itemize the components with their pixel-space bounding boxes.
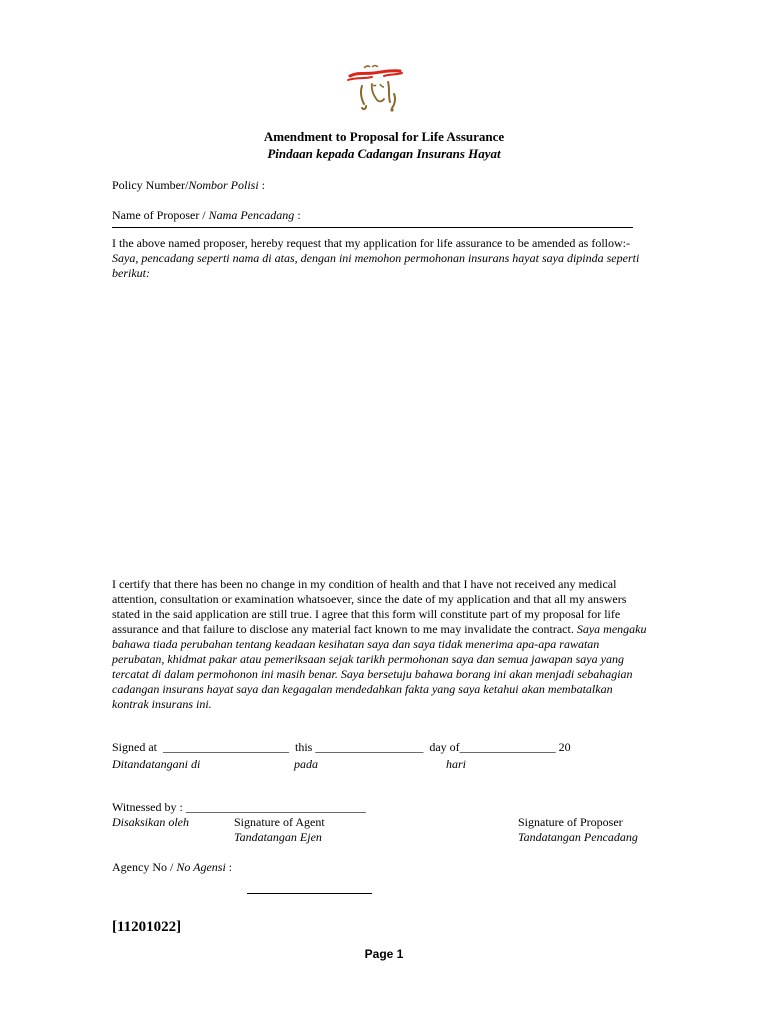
proposer-name-colon: :: [294, 208, 301, 222]
document-title: Amendment to Proposal for Life Assurance: [263, 129, 505, 144]
proposer-name-field[interactable]: [112, 208, 301, 223]
amendment-request-text: I the above named proposer, hereby request that my application for life assurance to be amended as follow:-: [112, 236, 630, 250]
agent-signature-label: Signature of Agent: [234, 815, 325, 829]
witness-field[interactable]: Witnessed by : ______________________________: [112, 800, 366, 814]
agency-number-label-malay: No Agensi: [176, 860, 226, 874]
proposer-signature-label: Signature of Proposer: [518, 815, 623, 829]
signed-at-label-malay: Ditandatangani di: [112, 757, 201, 771]
agent-signature-label-malay: Tandatangan Ejen: [234, 830, 322, 844]
amendment-request-text-malay: Saya, pencadang seperti nama di atas, dengan ini memohon permohonan insurans hayat saya dipinda seperti berikut:: [112, 251, 640, 280]
date-label-malay: pada: [294, 757, 318, 771]
certification-text-malay: Saya mengaku bahawa tiada perubahan tentang keadaan kesihatan saya dan saya tidak menerima apa-apa rawatan perubatan, khidmat pakar atau pemeriksaan sejak tarikh permohonan saya dan semua jawapan saya yang tercatat di dalam permohonon ini masih benar. Saya bersetuju bahawa borang ini akan menjadi sebahagian cadangan insurans hayat saya dan kegagalan mendedahkan fakta yang saya ketahui akan membatalkan kontrak insurans ini.: [112, 622, 647, 711]
policy-number-label-malay: Nombor Polisi: [188, 178, 259, 192]
agency-number-colon: :: [225, 860, 233, 874]
proposer-name-label: Name of Proposer /: [112, 208, 209, 222]
form-code: [11201022]: [112, 919, 182, 935]
certification-paragraph: [112, 577, 652, 712]
agency-number-label: Agency No /: [112, 860, 177, 874]
policy-number-field[interactable]: [112, 178, 265, 193]
insurer-logo: [344, 64, 410, 114]
agency-number-field[interactable]: [112, 860, 232, 875]
day-label-malay: hari: [446, 757, 467, 771]
document-title-malay: Pindaan kepada Cadangan Insurans Hayat: [267, 146, 501, 161]
page-number: Page 1: [364, 947, 404, 961]
certification-text: I certify that there has been no change in my condition of health and that I have not received any medical attention, consultation or examination whatsoever, since the date of my application and that all my answers stated in the said application are still true. I agree that this form will constitute part of my proposal for life assurance and that failure to disclose any material fact known to me may invalidate the contract.: [112, 577, 627, 636]
policy-number-label: Policy Number/: [112, 178, 189, 192]
signing-details-line[interactable]: Signed at _____________________ this __________________ day of________________ 20: [112, 740, 571, 754]
proposer-signature-label-malay: Tandatangan Pencadang: [518, 830, 638, 844]
policy-number-colon: :: [258, 178, 266, 192]
proposer-name-underline: [112, 227, 633, 228]
witness-label-malay: Disaksikan oleh: [112, 815, 189, 829]
proposer-name-label-malay: Nama Pencadang: [208, 208, 295, 222]
agency-number-underline: [247, 893, 372, 894]
